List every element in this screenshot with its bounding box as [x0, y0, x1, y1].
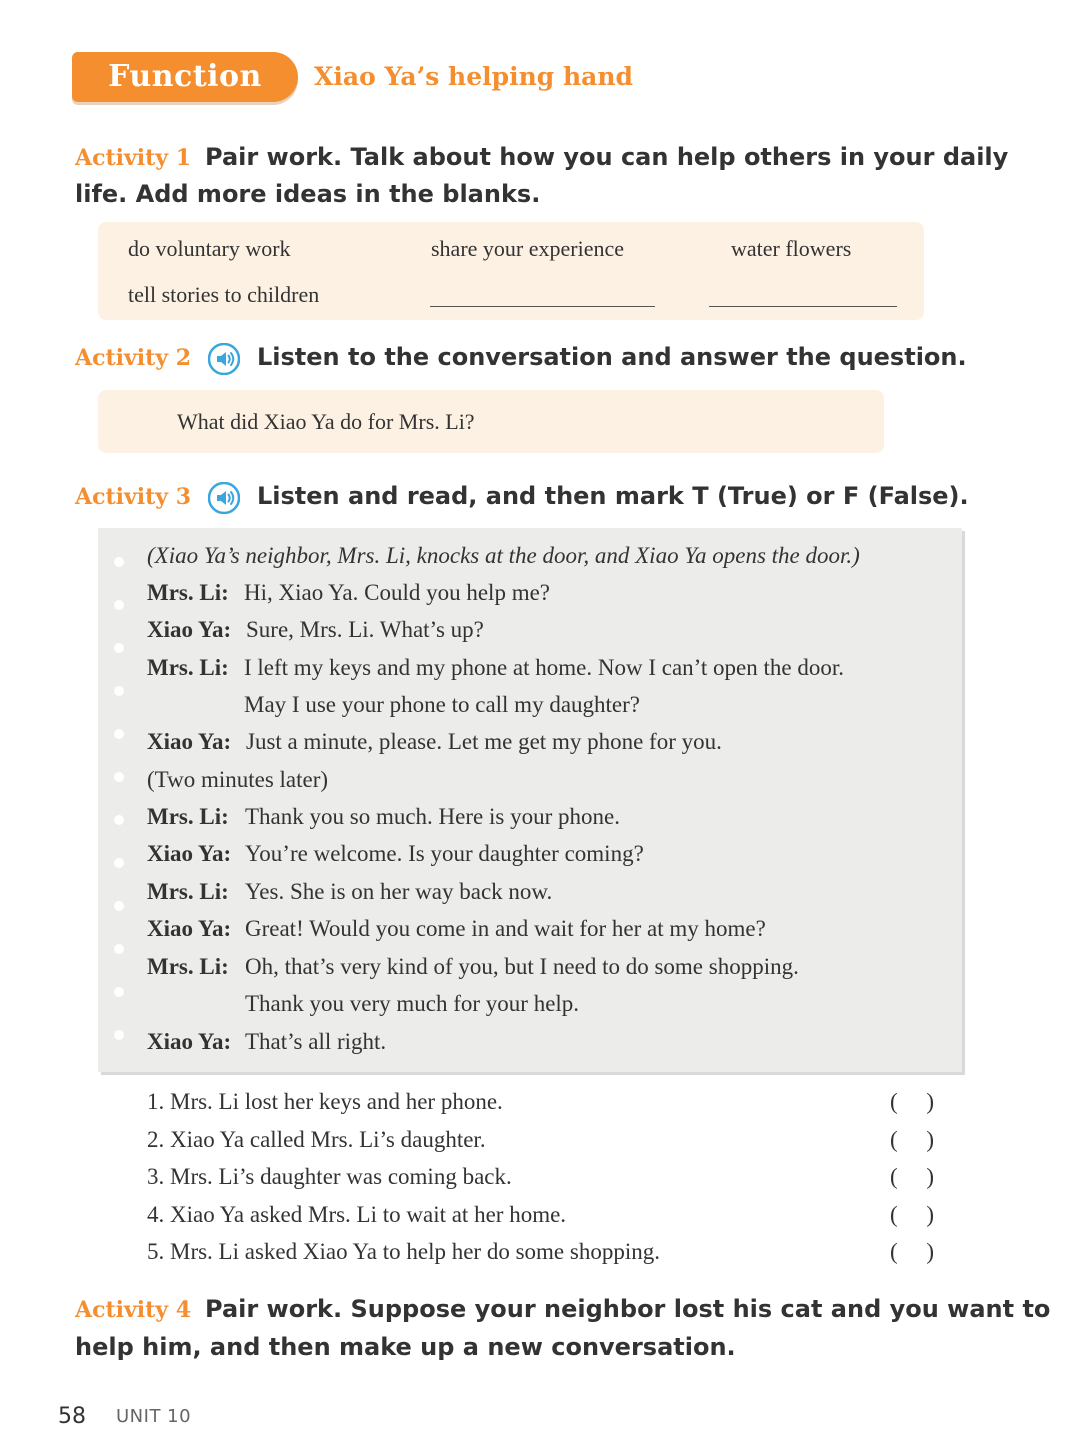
dialogue-line: Just a minute, please. Let me get my phone for you. — [246, 729, 722, 754]
bullet-dot — [114, 600, 124, 610]
speaker-name: Mrs. Li: — [147, 879, 229, 904]
bullet-dot — [114, 944, 124, 954]
bullet-dot — [114, 557, 124, 567]
activity-1-label: Activity 1 — [75, 145, 192, 171]
dialogue-line: I left my keys and my phone at home. Now I can’t open the door. — [244, 655, 844, 680]
dialogue-line-continued: May I use your phone to call my daughter? — [244, 692, 640, 717]
activity-1-instruction-line1: Pair work. Talk about how you can help others in your daily — [205, 143, 1009, 171]
tf-statement: 2. Xiao Ya called Mrs. Li’s daughter. — [147, 1127, 486, 1152]
unit-label: UNIT 10 — [116, 1406, 192, 1427]
dialogue-line: Great! Would you come in and wait for her at my home? — [245, 916, 766, 941]
activity-3-label: Activity 3 — [75, 484, 192, 510]
tf-statement: 1. Mrs. Li lost her keys and her phone. — [147, 1089, 503, 1114]
dialogue-line: Oh, that’s very kind of you, but I need to do some shopping. — [245, 954, 799, 979]
activity-1-instruction-line2: life. Add more ideas in the blanks. — [75, 180, 541, 208]
tf-statement: 3. Mrs. Li’s daughter was coming back. — [147, 1164, 512, 1189]
bullet-dot — [114, 1030, 124, 1040]
answer-bracket[interactable]: ( ) — [890, 1164, 935, 1189]
bullet-dot — [114, 772, 124, 782]
answer-bracket[interactable]: ( ) — [890, 1239, 935, 1264]
activity-2-instruction: Listen to the conversation and answer the question. — [257, 343, 967, 371]
section-title: Xiao Ya’s helping hand — [314, 62, 634, 91]
dialogue-line: Yes. She is on her way back now. — [245, 879, 553, 904]
bullet-dot — [114, 858, 124, 868]
idea-item: share your experience — [431, 236, 625, 261]
dialogue-line-continued: Thank you very much for your help. — [245, 991, 580, 1016]
activity-4-instruction-line2: help him, and then make up a new conversation. — [75, 1333, 736, 1361]
speaker-name: Xiao Ya: — [147, 841, 232, 866]
bullet-dot — [114, 643, 124, 653]
answer-bracket[interactable]: ( ) — [890, 1089, 935, 1114]
bullet-dot — [114, 686, 124, 696]
idea-item: water flowers — [731, 236, 852, 261]
dialogue-line: Sure, Mrs. Li. What’s up? — [246, 617, 484, 642]
tf-statement: 5. Mrs. Li asked Xiao Ya to help her do some shopping. — [147, 1239, 660, 1264]
stage-direction: (Two minutes later) — [147, 767, 329, 792]
activity-3-instruction: Listen and read, and then mark T (True) or F (False). — [257, 482, 969, 510]
idea-blank[interactable] — [709, 306, 897, 307]
activity-4-label: Activity 4 — [75, 1297, 192, 1323]
idea-blank[interactable] — [430, 306, 655, 307]
speaker-name: Mrs. Li: — [147, 580, 229, 605]
activity-4-instruction-line1: Pair work. Suppose your neighbor lost his cat and you want to — [205, 1295, 1051, 1323]
speaker-icon[interactable] — [208, 482, 240, 514]
page-number: 58 — [58, 1404, 86, 1429]
dialogue-line: You’re welcome. Is your daughter coming? — [245, 841, 644, 866]
dialogue-line: That’s all right. — [245, 1029, 387, 1054]
activity-2-label: Activity 2 — [75, 345, 192, 371]
speaker-icon[interactable] — [208, 343, 240, 375]
answer-bracket[interactable]: ( ) — [890, 1127, 935, 1152]
speaker-name: Xiao Ya: — [147, 617, 232, 642]
dialogue-line: Thank you so much. Here is your phone. — [245, 804, 620, 829]
bullet-dot — [114, 987, 124, 997]
bullet-dot — [114, 729, 124, 739]
speaker-name: Xiao Ya: — [147, 1029, 232, 1054]
bullet-dot — [114, 901, 124, 911]
bullet-dot — [114, 815, 124, 825]
stage-direction: (Xiao Ya’s neighbor, Mrs. Li, knocks at the door, and Xiao Ya opens the door.) — [147, 543, 860, 568]
speaker-name: Xiao Ya: — [147, 729, 232, 754]
idea-item: tell stories to children — [128, 282, 320, 307]
speaker-name: Mrs. Li: — [147, 655, 229, 680]
speaker-name: Mrs. Li: — [147, 804, 229, 829]
dialogue-line: Hi, Xiao Ya. Could you help me? — [244, 580, 551, 605]
answer-bracket[interactable]: ( ) — [890, 1202, 935, 1227]
tf-statement: 4. Xiao Ya asked Mrs. Li to wait at her home. — [147, 1202, 567, 1227]
question-text: What did Xiao Ya do for Mrs. Li? — [177, 409, 475, 434]
speaker-name: Xiao Ya: — [147, 916, 232, 941]
idea-item: do voluntary work — [128, 236, 291, 261]
function-tab-label: Function — [108, 59, 262, 94]
speaker-name: Mrs. Li: — [147, 954, 229, 979]
